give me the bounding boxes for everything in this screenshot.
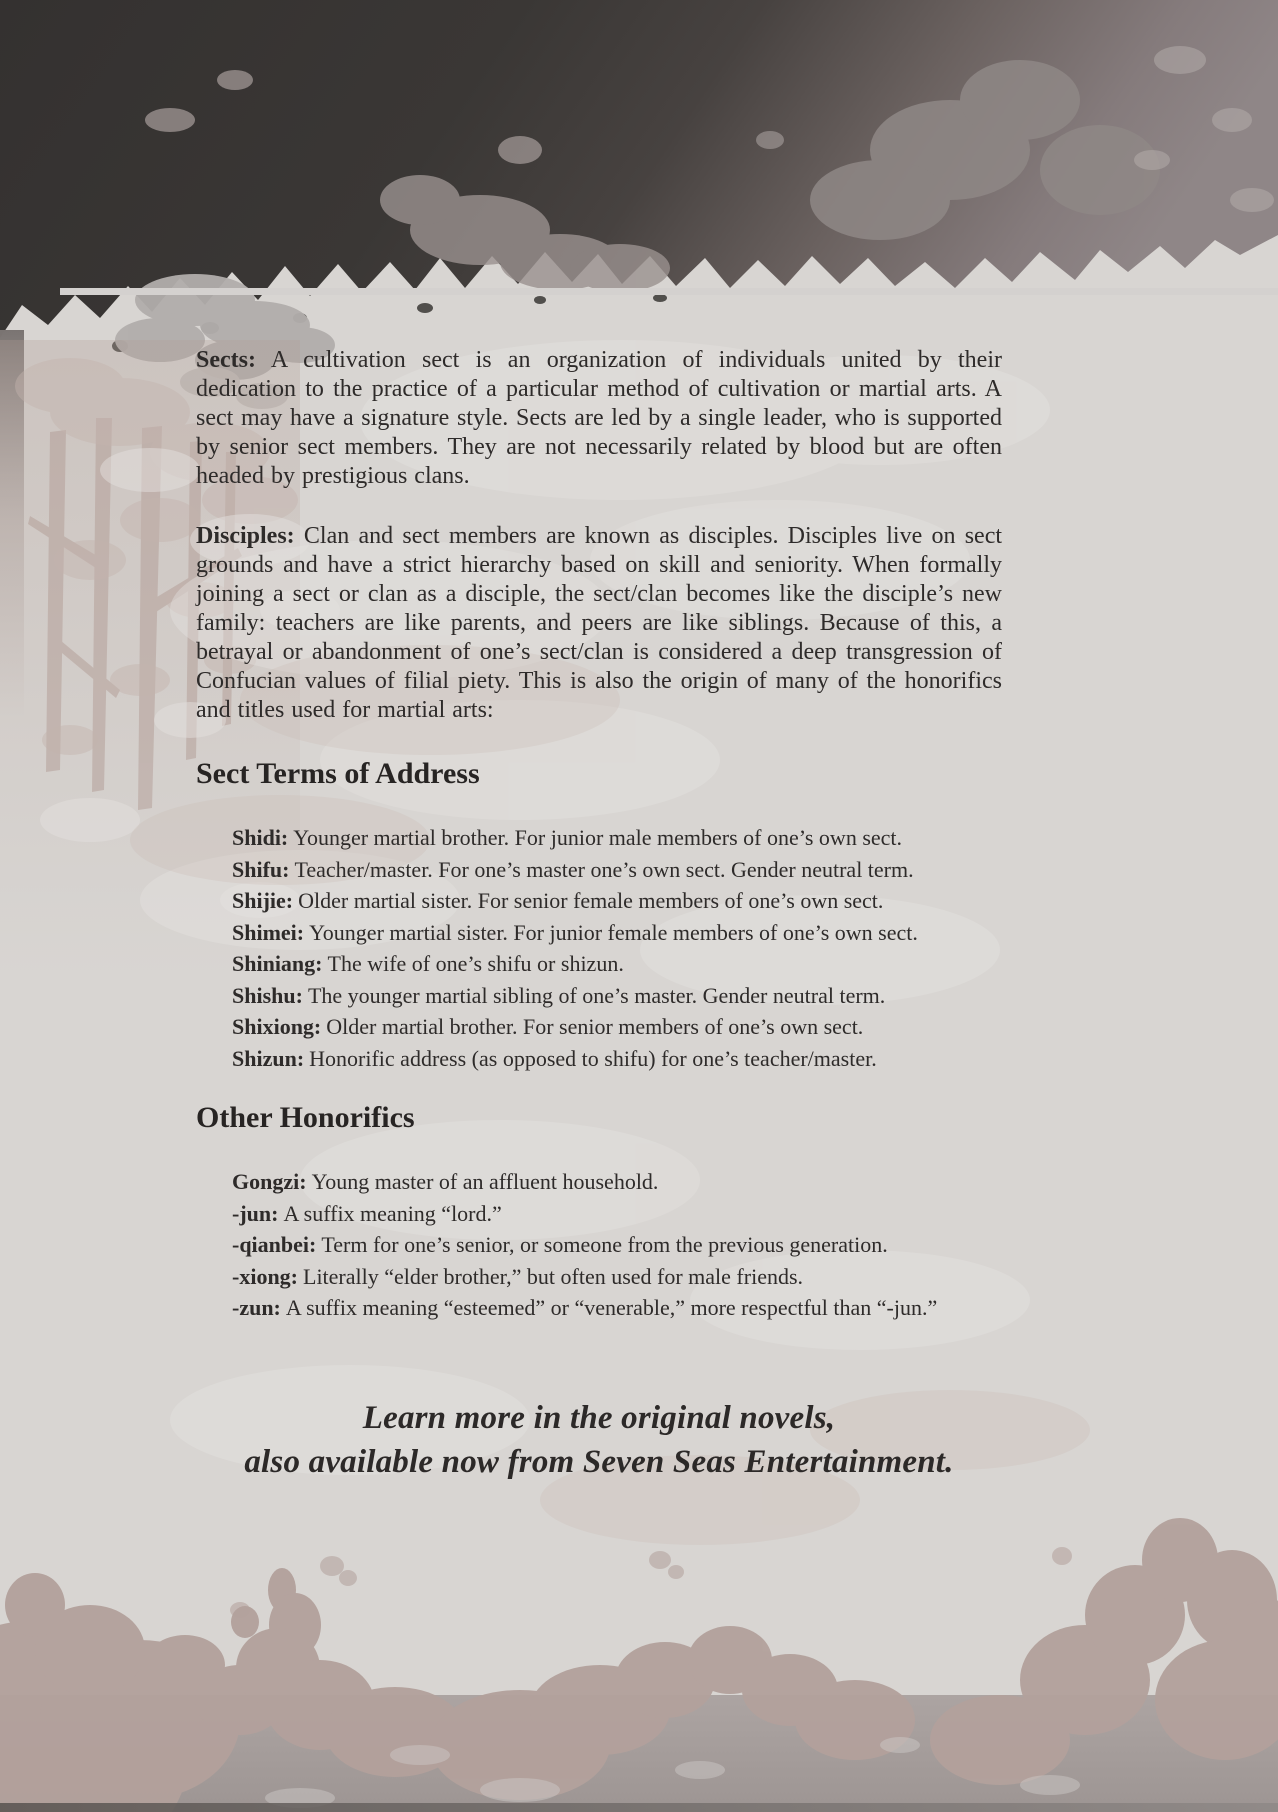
footer-promo xyxy=(196,1396,1002,1484)
entry-qianbei-term: -qianbei: xyxy=(232,1232,317,1257)
paragraph-disciples xyxy=(196,522,1002,725)
sect-terms-list xyxy=(232,822,1002,1074)
entry-shizun xyxy=(232,1043,1002,1075)
entry-shimei-definition: Younger martial sister. For junior female members of one’s own sect. xyxy=(309,919,918,945)
other-honorifics-list xyxy=(232,1166,1002,1324)
paragraph-disciples-text: Clan and sect members are known as disciples. Disciples live on sect grounds and have a strict hierarchy based on skill and seniority. When formally joining a sect or clan as a disciple, the sect/clan becomes like the disciple’s new family: teachers are like parents, and peers are like siblings. Because of this, a betrayal or abandonment of one’s sect/clan is considered a deep transgression of Confucian values of filial piety. This is also the origin of many of the honorifics and titles used for martial arts: xyxy=(196,523,1003,723)
entry-jun-term: -jun: xyxy=(232,1200,279,1226)
entry-gongzi xyxy=(232,1166,1002,1198)
paragraph-sects-text: A cultivation sect is an organization of individuals united by their dedication to the practice of a particular method of cultivation or martial arts. A sect may have a signature style. Sects are led by a single leader, who is supported by senior sect members. They are not necessarily related by blood but are often headed by prestigious clans. xyxy=(196,347,1002,489)
entry-shijie xyxy=(232,885,1002,917)
entry-shifu-term: Shifu: xyxy=(232,856,290,882)
entry-jun-definition: A suffix meaning “lord.” xyxy=(283,1200,502,1226)
entry-shizun-definition: Honorific address (as opposed to shifu) for one’s teacher/master. xyxy=(309,1045,877,1071)
entry-xiong-definition: Literally “elder brother,” but often used for male friends. xyxy=(303,1263,804,1289)
entry-shijie-term: Shijie: xyxy=(232,888,294,913)
entry-xiong-term: -xiong: xyxy=(232,1263,298,1289)
entry-shidi xyxy=(232,822,1002,854)
entry-shixiong-term: Shixiong: xyxy=(232,1014,322,1039)
entry-shifu xyxy=(232,854,1002,886)
entry-shidi-definition: Younger martial brother. For junior male members of one’s own sect. xyxy=(293,825,903,850)
entry-shiniang-term: Shiniang: xyxy=(232,951,323,976)
entry-xiong xyxy=(232,1261,1002,1293)
entry-shixiong xyxy=(232,1011,1002,1043)
entry-zun-term: -zun: xyxy=(232,1295,281,1320)
entry-shidi-term: Shidi: xyxy=(232,825,289,850)
entry-qianbei xyxy=(232,1229,1002,1261)
entry-shizun-term: Shizun: xyxy=(232,1045,305,1071)
entry-shifu-definition: Teacher/master. For one’s master one’s own sect. Gender neutral term. xyxy=(294,856,914,882)
entry-shishu xyxy=(232,980,1002,1012)
paragraph-sects-term: Sects: xyxy=(196,347,256,373)
heading-sect-terms: Sect Terms of Address xyxy=(196,757,480,790)
footer-promo-line2: also available now from Seven Seas Entertainment. xyxy=(244,1443,954,1480)
entry-zun-definition: A suffix meaning “esteemed” or “venerable,” more respectful than “-jun.” xyxy=(285,1295,938,1320)
entry-gongzi-term: Gongzi: xyxy=(232,1169,307,1194)
paragraph-sects xyxy=(196,346,1002,491)
entry-zun xyxy=(232,1292,1002,1324)
entry-gongzi-definition: Young master of an affluent household. xyxy=(311,1169,659,1194)
entry-qianbei-definition: Term for one’s senior, or someone from the previous generation. xyxy=(321,1232,888,1257)
heading-other-honorifics: Other Honorifics xyxy=(196,1101,415,1134)
paragraph-disciples-term: Disciples: xyxy=(196,523,295,549)
entry-shishu-term: Shishu: xyxy=(232,982,303,1008)
entry-shijie-definition: Older martial sister. For senior female members of one’s own sect. xyxy=(298,888,884,913)
entry-shishu-definition: The younger martial sibling of one’s master. Gender neutral term. xyxy=(307,982,886,1008)
entry-shiniang xyxy=(232,948,1002,980)
entry-jun xyxy=(232,1198,1002,1230)
entry-shimei xyxy=(232,917,1002,949)
entry-shixiong-definition: Older martial brother. For senior members of one’s own sect. xyxy=(326,1014,864,1039)
bottom-foliage-art xyxy=(0,1518,1278,1812)
glossary-page xyxy=(196,290,1002,1484)
entry-shimei-term: Shimei: xyxy=(232,919,305,945)
footer-promo-line1: Learn more in the original novels, xyxy=(362,1399,836,1436)
entry-shiniang-definition: The wife of one’s shifu or shizun. xyxy=(327,951,624,976)
